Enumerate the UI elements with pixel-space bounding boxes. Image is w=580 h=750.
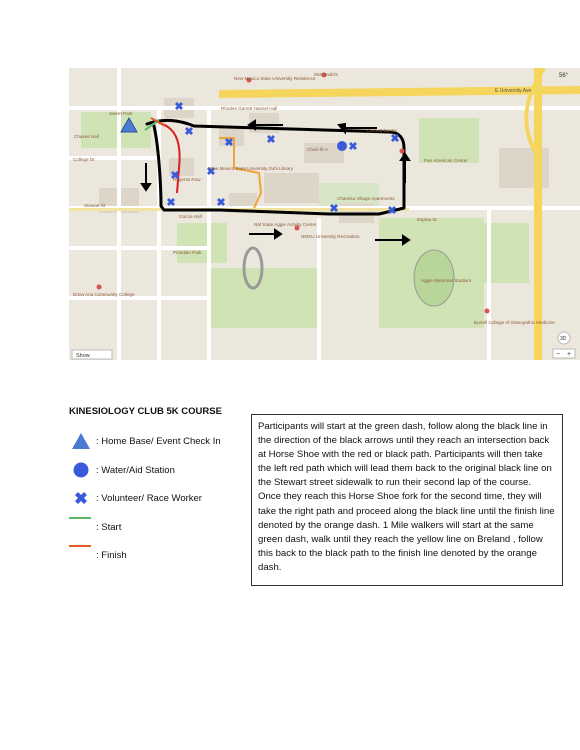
map-label-chamisa: Chamisa Village Apartments — [337, 196, 395, 201]
legend-label: : Water/Aid Station — [96, 464, 175, 476]
map-label-residence: New Mexico State University Residence — [234, 76, 316, 81]
zoom-out-icon[interactable]: − — [556, 351, 561, 358]
road-label: E University Ave — [495, 88, 532, 94]
map-label-mcdonalds: McDonald's — [314, 72, 338, 77]
map-label-stewart: Stewart St — [84, 203, 106, 208]
map-label-recreation: NMSU University Recreation — [301, 234, 360, 239]
map-label-chickfila: Chick-fil-A — [307, 147, 328, 152]
legend-finish — [69, 540, 127, 561]
legend-start — [69, 512, 121, 533]
green-line-icon — [69, 513, 93, 533]
map-label-chaves: Chaves Hall — [74, 134, 99, 139]
legend-label: : Volunteer/ Race Worker — [96, 492, 202, 504]
orange-line-icon — [69, 541, 93, 561]
map-label-garcia: Garcia Hall — [179, 214, 202, 219]
map-label-espina: Espina St — [417, 217, 437, 222]
map-label-pan-american: Pan American Center — [424, 158, 468, 163]
legend-home-base — [69, 431, 221, 451]
map-label-dona-ana: Dona Ana Community College — [73, 292, 135, 297]
legend-title: KINESIOLOGY CLUB 5K COURSE — [69, 406, 222, 417]
map-label-activity: NM State Aggie Activity Center — [254, 222, 317, 227]
map-label-regents: Regents Row — [173, 177, 201, 182]
circle-icon — [69, 460, 93, 480]
map-label-corbett: Corbett Center — [367, 128, 398, 133]
legend-label: : Home Base/ Event Check In — [96, 435, 221, 447]
course-description: Participants will start at the green dash, follow along the black line in the direction of the black arrows until they reach an intersection back at Horse Shoe with the red or black path. Participants will then take the left red path which will lead them back to the original black line on the Stewart street sidewalk to run their second lap of the course. Once they reach this Horse Shoe fork for the second time, they will take the right path and proceed along the black line until the finish line denoted by the orange dash. 1 Mile walkers will start at the same green dash, walk until they reach the yellow line on Breland , follow this back to the black path to the finish line denoted by the orange dash. — [251, 414, 563, 586]
cross-icon — [69, 488, 93, 508]
temperature-label: 56° — [559, 73, 569, 79]
map-label-pinedale: Pinedale Park — [173, 250, 202, 255]
water-station-icon — [337, 141, 347, 151]
map-label-rhodes: Rhodes Garrett Hamiel Hall — [221, 106, 278, 111]
zoom-in-icon[interactable]: + — [567, 351, 572, 358]
legend-label: : Start — [96, 522, 122, 533]
map-canvas — [69, 68, 580, 360]
map-label-burrell: Burrell College of Osteopathic Medicine — [474, 320, 555, 325]
course-map[interactable] — [69, 68, 580, 360]
legend-water — [69, 460, 175, 480]
map-label-library: New Mexico State University Zuhl Library — [209, 166, 293, 171]
show-menu-label: Show — [76, 353, 90, 359]
map-label-sweet: Sweet Park — [109, 111, 133, 116]
map-label-college: College Dr — [73, 157, 95, 162]
legend-label: : Finish — [96, 550, 127, 561]
map-label-stadium: Aggie Memorial Stadium — [421, 278, 472, 283]
compass-label: 3D — [560, 336, 567, 342]
triangle-icon — [69, 431, 93, 451]
legend-volunteer — [69, 488, 202, 508]
